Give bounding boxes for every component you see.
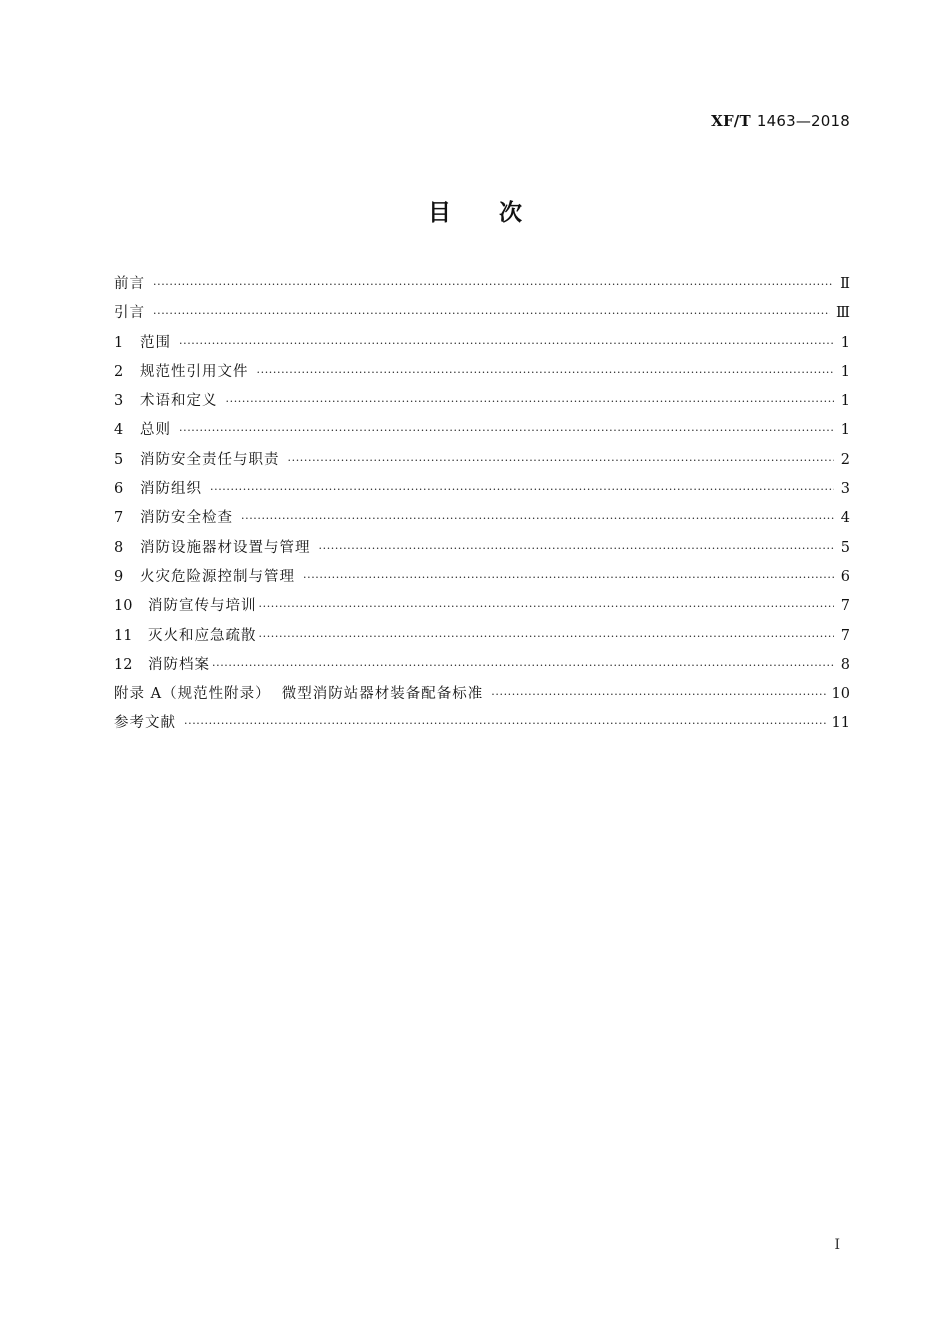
toc-entry-number: 9 xyxy=(114,568,124,585)
title-char-1: 目 xyxy=(428,200,451,226)
toc-entry-label: 火灾危险源控制与管理 xyxy=(140,568,295,585)
toc-leader-dots xyxy=(257,358,835,387)
toc-entry-page: 1 xyxy=(840,334,850,351)
toc-entry-number: 3 xyxy=(114,393,124,410)
toc-entry-number: 12 xyxy=(114,656,133,673)
toc-entry-label: 参考文献 xyxy=(114,715,176,732)
toc-entry-page: 1 xyxy=(840,422,850,439)
toc-entry-label: 消防宣传与培训 xyxy=(148,598,257,615)
toc-entry-label: 消防安全检查 xyxy=(140,510,233,527)
toc-entry-9[interactable] xyxy=(114,563,850,592)
toc-entry-page: 1 xyxy=(840,363,850,380)
toc-leader-dots xyxy=(179,416,834,445)
toc-entry-label: 灭火和应急疏散 xyxy=(148,627,257,644)
toc-leader-dots xyxy=(259,592,835,621)
toc-entry-number: 1 xyxy=(114,334,124,351)
toc-entry-label: 前言 xyxy=(114,276,145,292)
toc-entry-page: Ⅲ xyxy=(836,305,850,322)
toc-leader-dots xyxy=(241,504,834,533)
toc-entry-label: 消防安全责任与职责 xyxy=(140,451,280,468)
toc-entry-label: 引言 xyxy=(114,305,145,322)
toc-entry-page: 5 xyxy=(840,539,850,556)
toc-entry-page: 7 xyxy=(840,598,850,615)
toc-leader-dots xyxy=(259,622,835,651)
toc-entry-6[interactable] xyxy=(114,475,850,504)
toc-entry-7[interactable] xyxy=(114,504,850,533)
standard-number: 1463—2018 xyxy=(756,112,850,130)
toc-entry-page: 2 xyxy=(840,451,850,468)
toc-leader-dots xyxy=(153,270,834,299)
toc-entry-5[interactable] xyxy=(114,446,850,475)
toc-leader-dots xyxy=(212,651,834,680)
toc-leader-dots xyxy=(491,680,825,709)
title-char-2: 次 xyxy=(499,200,522,226)
toc-entry-number: 4 xyxy=(114,422,124,439)
toc-leader-dots xyxy=(210,475,834,504)
toc-entry-page: 10 xyxy=(831,686,850,703)
toc-leader-dots xyxy=(303,563,834,592)
toc-entry-1[interactable] xyxy=(114,329,850,358)
toc-entry-12[interactable] xyxy=(114,651,850,680)
toc-leader-dots xyxy=(179,329,834,358)
toc-entry-number: 11 xyxy=(114,627,133,644)
toc-entry-page: 11 xyxy=(831,715,850,732)
toc-entry-3[interactable] xyxy=(114,387,850,416)
toc-entry-references[interactable] xyxy=(114,709,850,738)
toc-entry-preface[interactable] xyxy=(114,270,850,299)
toc-entry-page: Ⅱ xyxy=(840,276,850,292)
page-number: I xyxy=(834,1237,840,1253)
toc-entry-8[interactable] xyxy=(114,534,850,563)
toc-entry-appendix-a[interactable] xyxy=(114,680,850,709)
toc-entry-page: 7 xyxy=(840,627,850,644)
toc-entry-number: 5 xyxy=(114,451,124,468)
toc-entry-label: 消防组织 xyxy=(140,481,202,498)
toc-leader-dots xyxy=(153,299,830,328)
toc-leader-dots xyxy=(319,534,835,563)
toc-leader-dots xyxy=(288,446,835,475)
toc-entry-label: 范围 xyxy=(140,334,171,351)
toc-entry-4[interactable] xyxy=(114,416,850,445)
standard-prefix: XF/T xyxy=(711,112,751,130)
toc-leader-dots xyxy=(184,709,826,738)
page-title xyxy=(0,194,950,227)
toc-entry-page: 8 xyxy=(840,656,850,673)
toc-entry-number: 7 xyxy=(114,510,124,527)
toc-entry-2[interactable] xyxy=(114,358,850,387)
standard-code xyxy=(711,112,850,130)
toc-entry-label: 消防档案 xyxy=(148,656,210,673)
toc-entry-label: 术语和定义 xyxy=(140,393,218,410)
toc-entry-number: 2 xyxy=(114,363,124,380)
toc-leader-dots xyxy=(226,387,835,416)
toc-entry-page: 1 xyxy=(840,393,850,410)
toc-entry-label: 消防设施器材设置与管理 xyxy=(140,539,311,556)
toc-entry-number: 10 xyxy=(114,598,133,615)
toc-entry-label: 附录 A（规范性附录） 微型消防站器材装备配备标准 xyxy=(114,686,484,703)
toc-entry-10[interactable] xyxy=(114,592,850,621)
toc-entry-label: 总则 xyxy=(140,422,171,439)
table-of-contents xyxy=(114,270,850,739)
toc-entry-label: 规范性引用文件 xyxy=(140,363,249,380)
toc-entry-number: 8 xyxy=(114,539,124,556)
toc-entry-page: 6 xyxy=(840,568,850,585)
toc-entry-number: 6 xyxy=(114,481,124,498)
toc-entry-page: 4 xyxy=(840,510,850,527)
toc-entry-introduction[interactable] xyxy=(114,299,850,328)
toc-entry-11[interactable] xyxy=(114,622,850,651)
toc-entry-page: 3 xyxy=(840,481,850,498)
